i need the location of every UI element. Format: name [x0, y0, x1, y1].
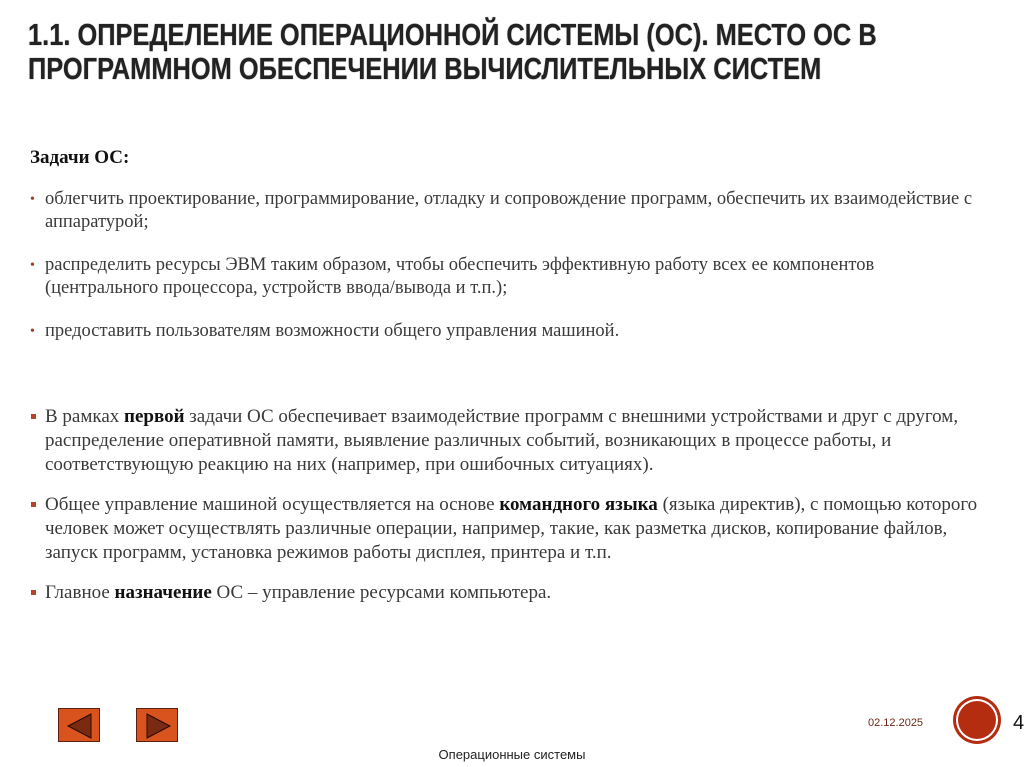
footer-caption: Операционные системы [438, 747, 586, 762]
next-slide-button[interactable] [136, 708, 178, 742]
triangle-left-icon [59, 709, 101, 743]
title-line-1: 1.1. ОПРЕДЕЛЕНИЕ ОПЕРАЦИОННОЙ СИСТЕМЫ (ОС). МЕСТО ОС В [28, 17, 877, 52]
text: ОС – управление ресурсами компьютера. [211, 582, 552, 603]
bold-text: первой [124, 406, 185, 427]
text: (языка директив), с помощью которого человек может осуществлять различные операции, например, такие, как разметка дисков, копирование файлов, запуск программ, установка режимов работы дисплея, принтера и т.п. [45, 494, 978, 563]
text: В рамках [45, 406, 125, 427]
list-item [30, 581, 990, 605]
triangle-right-icon [137, 709, 179, 743]
bold-text: командного языка [499, 494, 658, 515]
details-list [30, 405, 990, 621]
list-item: • предоставить пользователям возможности общего управления машиной. [30, 320, 990, 343]
text: Главное [45, 582, 115, 603]
slide-title [28, 18, 1012, 86]
list-item: • распределить ресурсы ЭВМ таким образом, чтобы обеспечить эффективную работу всех ее компонентов (центрального процессора, устройств ввода/вывода и т.п.); [30, 254, 990, 300]
title-line-2: ПРОГРАММНОМ ОБЕСПЕЧЕНИИ ВЫЧИСЛИТЕЛЬНЫХ СИСТЕМ [28, 51, 822, 86]
section-heading: Задачи ОС: [30, 147, 130, 168]
text: Общее управление машиной осуществляется на основе [45, 494, 500, 515]
list-item: • облегчить проектирование, программирование, отладку и сопровождение программ, обеспечить их взаимодействие с аппаратурой; [30, 188, 990, 234]
list-item [30, 405, 990, 477]
previous-slide-button[interactable] [58, 708, 100, 742]
list-item [30, 493, 990, 565]
slide-date: 02.12.2025 [868, 717, 924, 729]
page-circle-decoration [956, 699, 998, 741]
text: задачи ОС обеспечивает взаимодействие программ с внешними устройствами и друг с другом, распределение оперативной памяти, выявление различных событий, возникающих в процессе работы, и соответствующую реакцию на них (например, при ошибочных ситуациях). [45, 406, 959, 475]
tasks-list [30, 188, 990, 363]
bold-text: назначение [114, 582, 212, 603]
page-number: 4 [1013, 712, 1024, 734]
